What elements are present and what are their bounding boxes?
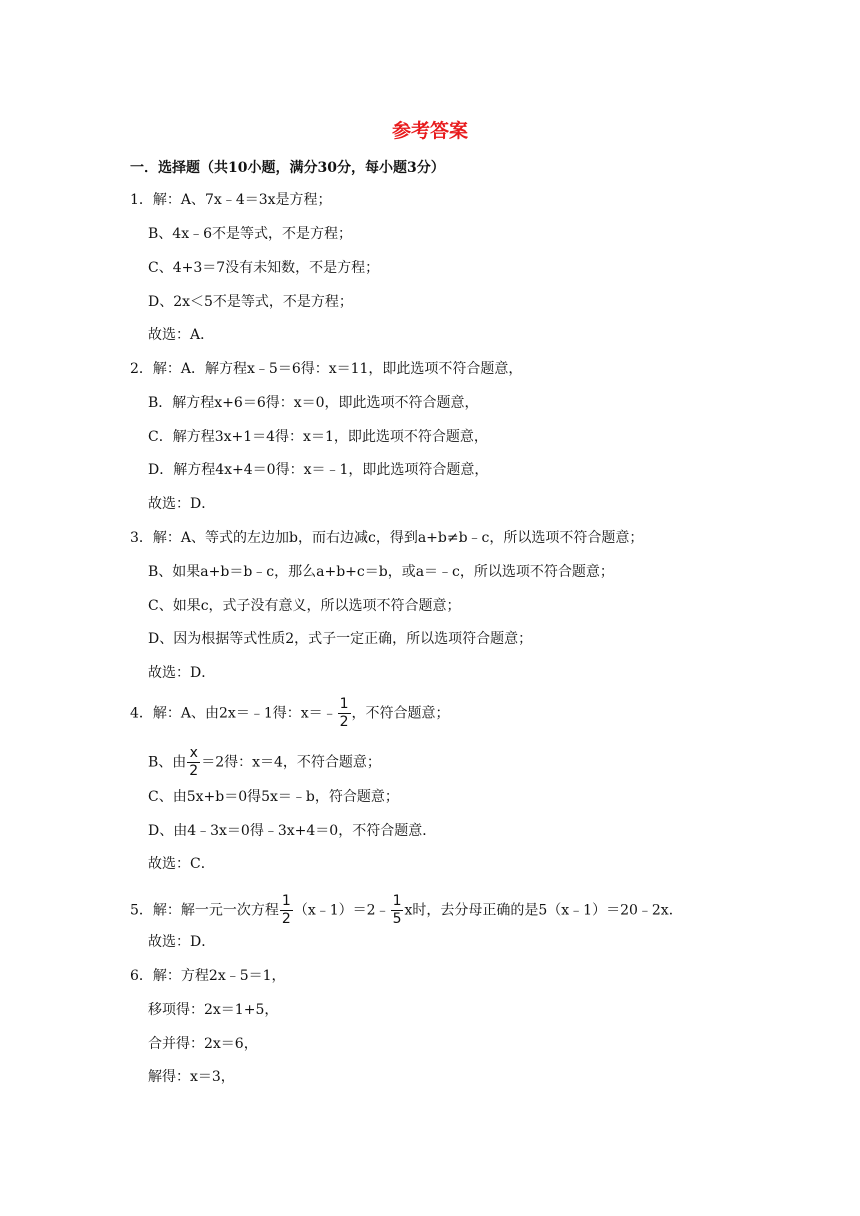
q6-line-c: 合并得：2x＝6， (148, 1036, 258, 1052)
q1-answer: 故选：A． (148, 327, 215, 343)
q2-line-c: C．解方程3x+1＝4得：x＝1，即此选项不符合题意， (148, 429, 488, 445)
q5-answer: 故选：D． (148, 934, 216, 950)
fraction-one-fifth (391, 893, 404, 928)
q4-line-d: D、由4﹣3x＝0得﹣3x+4＝0，不符合题意． (148, 823, 437, 839)
fraction-denominator: 2 (339, 714, 349, 730)
q1-line-a: 1．解：A、7x﹣4＝3x是方程； (130, 192, 332, 208)
q4-line-b (148, 745, 381, 780)
fraction-numerator: 1 (339, 696, 349, 712)
fraction-one-half (280, 893, 293, 928)
q5-text-post: x时，去分母正确的是5（x﹣1）＝20﹣2x． (404, 902, 683, 919)
q2-line-b: B．解方程x+6＝6得：x＝0，即此选项不符合题意， (148, 395, 479, 411)
q4-b-text-post: ＝2得：x＝4，不符合题意； (201, 754, 381, 771)
q4-b-text-pre: B、由 (148, 754, 187, 771)
q2-line-d: D．解方程4x+4＝0得：x＝﹣1，即此选项符合题意， (148, 462, 489, 478)
fraction-x-over-2 (187, 745, 200, 780)
fraction-denominator: 5 (392, 911, 402, 927)
q4-a-text-post: ，不符合题意； (351, 705, 450, 722)
q6-line-b: 移项得：2x＝1+5， (148, 1002, 279, 1018)
q3-line-b: B、如果a+b＝b﹣c，那么a+b+c＝b，或a＝﹣c，所以选项不符合题意； (148, 564, 614, 580)
page-title: 参考答案 (391, 120, 468, 142)
q6-line-d: 解得：x＝3， (148, 1069, 235, 1085)
q5-text-mid: （x﹣1）＝2﹣ (293, 902, 390, 919)
q6-line-a: 6．解：方程2x﹣5＝1， (130, 968, 286, 984)
q1-line-d: D、2x＜5不是等式，不是方程； (148, 294, 353, 310)
q4-line-a (130, 696, 450, 731)
q2-answer: 故选：D． (148, 496, 216, 512)
q1-line-c: C、4+3＝7没有未知数，不是方程； (148, 260, 380, 276)
q4-a-text-pre: 4．解：A、由2x＝﹣1得：x＝﹣ (130, 705, 337, 722)
q4-answer: 故选：C． (148, 856, 215, 872)
q3-line-d: D、因为根据等式性质2，式子一定正确，所以选项符合题意； (148, 631, 533, 647)
q3-line-a: 3．解：A、等式的左边加b，而右边减c，得到a+b≠b﹣c，所以选项不符合题意； (130, 530, 644, 546)
q3-line-c: C、如果c，式子没有意义，所以选项不符合题意； (148, 598, 461, 614)
fraction-denominator: 2 (281, 911, 291, 927)
fraction-numerator: 1 (392, 893, 402, 909)
q1-line-b: B、4x﹣6不是等式，不是方程； (148, 226, 352, 242)
fraction-one-half (338, 696, 351, 731)
fraction-numerator: x (187, 745, 200, 763)
q3-answer: 故选：D． (148, 665, 216, 681)
fraction-denominator: 2 (189, 763, 199, 779)
fraction-numerator: 1 (281, 893, 291, 909)
q5-line-a (130, 893, 683, 928)
q2-line-a: 2．解：A．解方程x﹣5＝6得：x＝11，即此选项不符合题意， (130, 361, 523, 377)
q5-text-pre: 5．解：解一元一次方程 (130, 902, 279, 919)
section-heading: 一．选择题（共10小题，满分30分，每小题3分） (130, 160, 445, 176)
q4-line-c: C、由5x+b＝0得5x＝﹣b，符合题意； (148, 789, 399, 805)
